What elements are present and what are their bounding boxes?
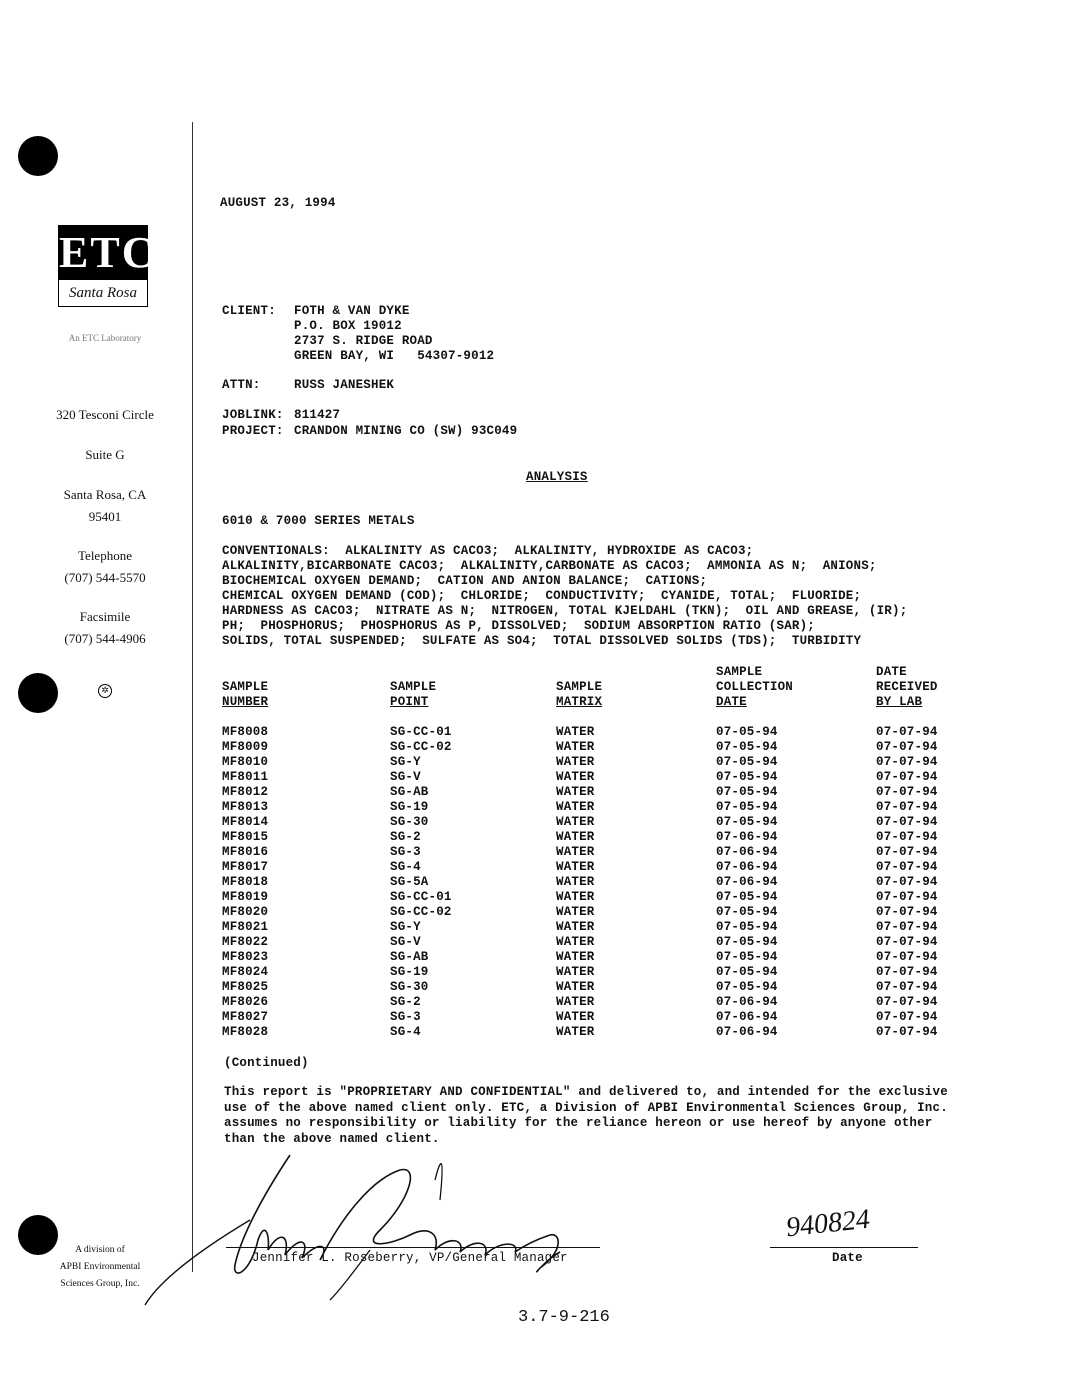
sample-point: SG-4 xyxy=(390,1025,421,1039)
collection-date: 07-05-94 xyxy=(716,935,778,949)
handwritten-date: 940824 xyxy=(784,1203,872,1244)
received-date: 07-07-94 xyxy=(876,860,938,874)
sample-number: MF8011 xyxy=(222,770,269,784)
collection-date: 07-05-94 xyxy=(716,965,778,979)
table-row xyxy=(222,815,962,830)
sidebar-tagline: An ETC Laboratory xyxy=(68,333,142,343)
confidentiality-disclaimer: This report is "PROPRIETARY AND CONFIDENTIAL" and delivered to, and intended for the exclusive use of the above named client only. ETC, a Division of APBI Environmental Sciences Group, Inc. assumes no responsibility or liability for the reliance hereon or use hereof by anyone other than the above named client. xyxy=(224,1085,948,1146)
sample-point: SG-AB xyxy=(390,950,429,964)
sample-number: MF8020 xyxy=(222,905,269,919)
collection-date: 07-05-94 xyxy=(716,890,778,904)
table-row xyxy=(222,875,962,890)
collection-date: 07-05-94 xyxy=(716,815,778,829)
header-received-line2: RECEIVED xyxy=(876,680,938,694)
table-row xyxy=(222,785,962,800)
sample-point: SG-19 xyxy=(390,800,429,814)
sample-number: MF8025 xyxy=(222,980,269,994)
sample-point: SG-CC-01 xyxy=(390,890,452,904)
sample-matrix: WATER xyxy=(556,890,595,904)
sample-point: SG-Y xyxy=(390,920,421,934)
header-number-line3: NUMBER xyxy=(222,695,269,709)
sample-point: SG-30 xyxy=(390,815,429,829)
collection-date: 07-05-94 xyxy=(716,740,778,754)
table-row xyxy=(222,725,962,740)
header-collection-line1: SAMPLE xyxy=(716,665,763,679)
collection-date: 07-06-94 xyxy=(716,995,778,1009)
sample-number: MF8018 xyxy=(222,875,269,889)
etc-logo xyxy=(58,225,156,307)
sample-point: SG-V xyxy=(390,935,421,949)
collection-date: 07-05-94 xyxy=(716,785,778,799)
sample-matrix: WATER xyxy=(556,830,595,844)
client-address1: P.O. BOX 19012 xyxy=(294,319,402,333)
received-date: 07-07-94 xyxy=(876,995,938,1009)
address-city: Santa Rosa, CA xyxy=(63,487,147,502)
analysis-heading: ANALYSIS xyxy=(526,470,588,484)
header-collection-line3: DATE xyxy=(716,695,747,709)
collection-date: 07-06-94 xyxy=(716,830,778,844)
sample-point: SG-5A xyxy=(390,875,429,889)
collection-date: 07-06-94 xyxy=(716,860,778,874)
sample-point: SG-Y xyxy=(390,755,421,769)
received-date: 07-07-94 xyxy=(876,725,938,739)
table-row xyxy=(222,860,962,875)
fax-label: Facsimile xyxy=(79,609,131,624)
sample-point: SG-2 xyxy=(390,995,421,1009)
sample-point: SG-CC-02 xyxy=(390,905,452,919)
attn-label: ATTN: xyxy=(222,378,261,392)
sample-point: SG-AB xyxy=(390,785,429,799)
sample-matrix: WATER xyxy=(556,950,595,964)
phone-label: Telephone xyxy=(78,548,132,563)
collection-date: 07-05-94 xyxy=(716,725,778,739)
division-line2: APBI Environmental xyxy=(59,1262,141,1272)
collection-date: 07-05-94 xyxy=(716,980,778,994)
header-point-line3: POINT xyxy=(390,695,429,709)
sample-point: SG-CC-01 xyxy=(390,725,452,739)
signature-line xyxy=(226,1247,600,1248)
sample-matrix: WATER xyxy=(556,815,595,829)
collection-date: 07-06-94 xyxy=(716,845,778,859)
table-row xyxy=(222,1025,962,1040)
sample-matrix: WATER xyxy=(556,860,595,874)
received-date: 07-07-94 xyxy=(876,740,938,754)
address-zip: 95401 xyxy=(88,509,122,524)
address-line2: Suite G xyxy=(85,447,125,462)
collection-date: 07-06-94 xyxy=(716,1025,778,1039)
table-row xyxy=(222,755,962,770)
sample-number: MF8008 xyxy=(222,725,269,739)
received-date: 07-07-94 xyxy=(876,935,938,949)
table-row xyxy=(222,995,962,1010)
sample-matrix: WATER xyxy=(556,875,595,889)
sample-number: MF8016 xyxy=(222,845,269,859)
sample-number: MF8017 xyxy=(222,860,269,874)
sample-matrix: WATER xyxy=(556,740,595,754)
logo-main: ETC xyxy=(59,226,147,280)
sample-number: MF8012 xyxy=(222,785,269,799)
received-date: 07-07-94 xyxy=(876,800,938,814)
sample-matrix: WATER xyxy=(556,770,595,784)
sample-matrix: WATER xyxy=(556,785,595,799)
header-matrix-line3: MATRIX xyxy=(556,695,603,709)
logo-sub: Santa Rosa xyxy=(69,285,137,301)
collection-date: 07-06-94 xyxy=(716,875,778,889)
received-date: 07-07-94 xyxy=(876,905,938,919)
table-row xyxy=(222,935,962,950)
table-header-row3 xyxy=(222,695,962,710)
received-date: 07-07-94 xyxy=(876,815,938,829)
sample-point: SG-30 xyxy=(390,980,429,994)
sample-matrix: WATER xyxy=(556,935,595,949)
project-value: CRANDON MINING CO (SW) 93C049 xyxy=(294,424,518,438)
received-date: 07-07-94 xyxy=(876,1010,938,1024)
received-date: 07-07-94 xyxy=(876,830,938,844)
address-line1: 320 Tesconi Circle xyxy=(56,407,154,422)
sample-number: MF8019 xyxy=(222,890,269,904)
client-address2: 2737 S. RIDGE ROAD xyxy=(294,334,433,348)
sample-number: MF8014 xyxy=(222,815,269,829)
received-date: 07-07-94 xyxy=(876,980,938,994)
sample-number: MF8026 xyxy=(222,995,269,1009)
received-date: 07-07-94 xyxy=(876,755,938,769)
sample-point: SG-19 xyxy=(390,965,429,979)
sample-point: SG-V xyxy=(390,770,421,784)
sample-point: SG-3 xyxy=(390,1010,421,1024)
received-date: 07-07-94 xyxy=(876,875,938,889)
table-row xyxy=(222,965,962,980)
sample-number: MF8021 xyxy=(222,920,269,934)
received-date: 07-07-94 xyxy=(876,845,938,859)
received-date: 07-07-94 xyxy=(876,950,938,964)
sample-number: MF8010 xyxy=(222,755,269,769)
client-address3: GREEN BAY, WI 54307-9012 xyxy=(294,349,495,363)
header-number-line2: SAMPLE xyxy=(222,680,269,694)
sample-number: MF8022 xyxy=(222,935,269,949)
sidebar-divider xyxy=(192,122,193,1272)
sample-matrix: WATER xyxy=(556,980,595,994)
sample-point: SG-4 xyxy=(390,860,421,874)
received-date: 07-07-94 xyxy=(876,965,938,979)
series-heading: 6010 & 7000 SERIES METALS xyxy=(222,514,415,528)
table-row xyxy=(222,905,962,920)
sample-matrix: WATER xyxy=(556,1010,595,1024)
sample-number: MF8023 xyxy=(222,950,269,964)
collection-date: 07-05-94 xyxy=(716,920,778,934)
fax-number: (707) 544-4906 xyxy=(64,631,146,646)
sample-matrix: WATER xyxy=(556,905,595,919)
sample-matrix: WATER xyxy=(556,1025,595,1039)
collection-date: 07-05-94 xyxy=(716,770,778,784)
date-label: Date xyxy=(832,1251,863,1265)
collection-date: 07-06-94 xyxy=(716,1010,778,1024)
sample-number: MF8028 xyxy=(222,1025,269,1039)
sample-point: SG-CC-02 xyxy=(390,740,452,754)
sample-matrix: WATER xyxy=(556,995,595,1009)
division-line1: A division of xyxy=(75,1245,125,1255)
collection-date: 07-05-94 xyxy=(716,950,778,964)
sample-point: SG-3 xyxy=(390,845,421,859)
table-row xyxy=(222,845,962,860)
sample-matrix: WATER xyxy=(556,725,595,739)
punch-hole-top xyxy=(18,136,58,176)
sample-number: MF8015 xyxy=(222,830,269,844)
received-date: 07-07-94 xyxy=(876,890,938,904)
recycle-icon: ✲ xyxy=(98,684,112,698)
sample-number: MF8027 xyxy=(222,1010,269,1024)
table-row xyxy=(222,1010,962,1025)
client-label: CLIENT: xyxy=(222,304,276,318)
sample-number: MF8009 xyxy=(222,740,269,754)
table-row xyxy=(222,890,962,905)
sample-number: MF8013 xyxy=(222,800,269,814)
client-name: FOTH & VAN DYKE xyxy=(294,304,410,318)
conventionals-list: CONVENTIONALS: ALKALINITY AS CACO3; ALKALINITY, HYDROXIDE AS CACO3; ALKALINITY,BICARBONATE CACO3; ALKALINITY,CARBONATE AS CACO3; AMMONIA AS N; ANIONS; BIOCHEMICAL OXYGEN DEMAND; CATION AND ANION BALANCE; CATIONS; CHEMICAL OXYGEN DEMAND (COD); CHLORIDE; CONDUCTIVITY; CYANIDE, TOTAL; FLUORIDE; HARDNESS AS CACO3; NITRATE AS N; NITROGEN, TOTAL KJELDAHL (TKN); OIL AND GREASE, (IR); PH; PHOSPHORUS; PHOSPHORUS AS P, DISSOLVED; SODIUM ABSORPTION RATIO (SAR); SOLIDS, TOTAL SUSPENDED; SULFATE AS SO4; TOTAL DISSOLVED SOLIDS (TDS); TURBIDITY xyxy=(222,544,908,648)
table-row xyxy=(222,980,962,995)
received-date: 07-07-94 xyxy=(876,1025,938,1039)
attn-value: RUSS JANESHEK xyxy=(294,378,395,392)
sample-matrix: WATER xyxy=(556,755,595,769)
header-point-line2: SAMPLE xyxy=(390,680,437,694)
collection-date: 07-05-94 xyxy=(716,905,778,919)
joblink-value: 811427 xyxy=(294,408,341,422)
collection-date: 07-05-94 xyxy=(716,755,778,769)
sample-matrix: WATER xyxy=(556,845,595,859)
header-received-line3: BY LAB xyxy=(876,695,923,709)
division-line3: Sciences Group, Inc. xyxy=(60,1279,140,1289)
joblink-label: JOBLINK: xyxy=(222,408,284,422)
table-header-row2 xyxy=(222,680,962,695)
table-row xyxy=(222,830,962,845)
header-received-line1: DATE xyxy=(876,665,907,679)
sample-matrix: WATER xyxy=(556,800,595,814)
table-header-row1 xyxy=(222,665,962,680)
sample-matrix: WATER xyxy=(556,920,595,934)
continued-note: (Continued) xyxy=(224,1056,309,1070)
project-label: PROJECT: xyxy=(222,424,284,438)
sample-number: MF8024 xyxy=(222,965,269,979)
collection-date: 07-05-94 xyxy=(716,800,778,814)
page-reference: 3.7-9-216 xyxy=(518,1308,610,1327)
sample-matrix: WATER xyxy=(556,965,595,979)
handwritten-signature xyxy=(140,1140,600,1310)
date-line xyxy=(770,1247,918,1248)
header-collection-line2: COLLECTION xyxy=(716,680,794,694)
phone-number: (707) 544-5570 xyxy=(64,570,146,585)
table-row xyxy=(222,770,962,785)
table-row xyxy=(222,950,962,965)
sample-point: SG-2 xyxy=(390,830,421,844)
letter-date: AUGUST 23, 1994 xyxy=(220,196,336,210)
header-matrix-line2: SAMPLE xyxy=(556,680,603,694)
punch-hole-middle xyxy=(18,673,58,713)
received-date: 07-07-94 xyxy=(876,920,938,934)
received-date: 07-07-94 xyxy=(876,770,938,784)
table-row xyxy=(222,740,962,755)
table-row xyxy=(222,800,962,815)
received-date: 07-07-94 xyxy=(876,785,938,799)
signatory-name: Jennifer L. Roseberry, VP/General Manager xyxy=(252,1251,568,1265)
table-row xyxy=(222,920,962,935)
